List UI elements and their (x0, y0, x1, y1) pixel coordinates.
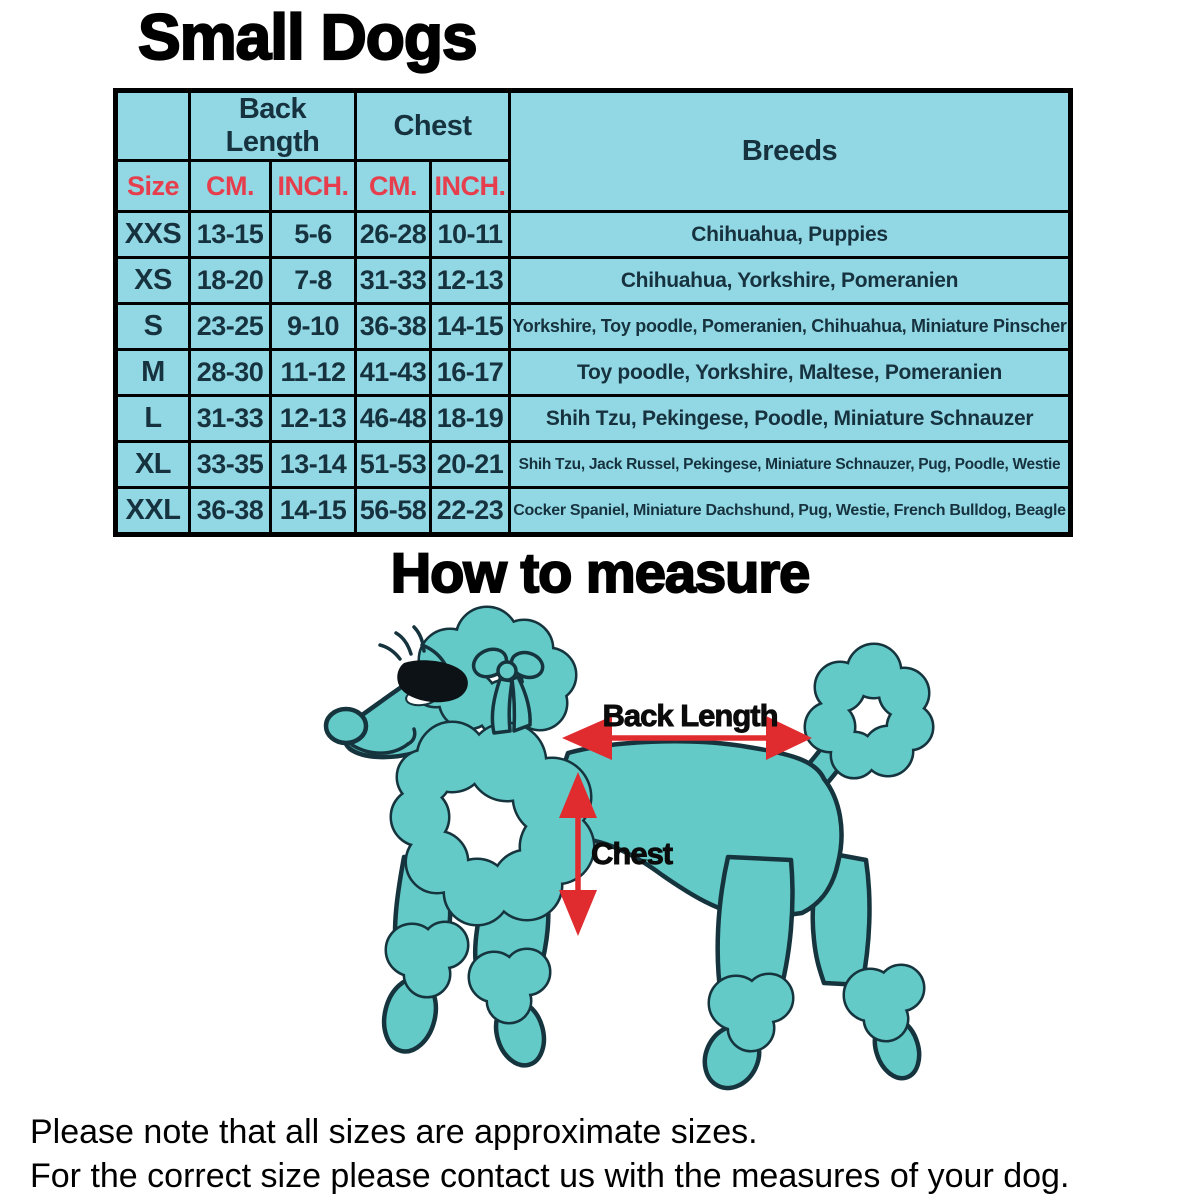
size-table (113, 88, 1073, 537)
size-cell: L (116, 396, 190, 442)
breeds-cell: Shih Tzu, Pekingese, Poodle, Miniature Schnauzer (510, 396, 1071, 442)
chest-inch-cell: 14-15 (431, 304, 510, 350)
breeds-cell: Yorkshire, Toy poodle, Pomeranien, Chihuahua, Miniature Pinscher (510, 304, 1071, 350)
back-cm-cell: 23-25 (190, 304, 271, 350)
back-inch-cell: 14-15 (271, 488, 356, 535)
footer-line-1: Please note that all sizes are approximate sizes. (30, 1113, 758, 1151)
back-inch-cell: 11-12 (271, 350, 356, 396)
size-cell: M (116, 350, 190, 396)
chest-cm-cell: 56-58 (356, 488, 431, 535)
footer-note (30, 1110, 1200, 1198)
back-cm-cell: 31-33 (190, 396, 271, 442)
size-cell: S (116, 304, 190, 350)
back-cm-cell: 13-15 (190, 212, 271, 258)
footer-line-2: For the correct size please contact us with the measures of your dog. (30, 1157, 1070, 1195)
chest-inch-cell: 18-19 (431, 396, 510, 442)
back-inch-cell: 7-8 (271, 258, 356, 304)
table-row (116, 304, 1071, 350)
chest-inch-cell: 10-11 (431, 212, 510, 258)
chest-label: Chest (591, 836, 673, 871)
chest-inch-header: INCH. (431, 161, 510, 212)
breeds-cell: Chihuahua, Yorkshire, Pomeranien (510, 258, 1071, 304)
chest-group-header: Chest (356, 91, 510, 161)
chest-cm-cell: 46-48 (356, 396, 431, 442)
size-cell: XS (116, 258, 190, 304)
table-row (116, 212, 1071, 258)
chest-cm-cell: 51-53 (356, 442, 431, 488)
table-row (116, 442, 1071, 488)
poodle-eyelashes (380, 627, 424, 659)
back-inch-cell: 9-10 (271, 304, 356, 350)
chest-inch-cell: 22-23 (431, 488, 510, 535)
breeds-cell: Cocker Spaniel, Miniature Dachshund, Pug, Westie, French Bulldog, Beagle (510, 488, 1071, 535)
size-cell: XXL (116, 488, 190, 535)
poodle-body (558, 741, 842, 919)
chest-cm-cell: 31-33 (356, 258, 431, 304)
chest-cm-cell: 41-43 (356, 350, 431, 396)
page-title: Small Dogs (138, 1, 477, 73)
back-cm-cell: 28-30 (190, 350, 271, 396)
breeds-header: Breeds (510, 91, 1071, 212)
back-cm-cell: 36-38 (190, 488, 271, 535)
back-inch-cell: 5-6 (271, 212, 356, 258)
table-row (116, 258, 1071, 304)
back-cm-header: CM. (190, 161, 271, 212)
table-row (116, 488, 1071, 535)
size-cell: XXS (116, 212, 190, 258)
chest-inch-cell: 16-17 (431, 350, 510, 396)
corner-cell (116, 91, 190, 161)
back-inch-header: INCH. (271, 161, 356, 212)
back-inch-cell: 13-14 (271, 442, 356, 488)
chest-cm-cell: 36-38 (356, 304, 431, 350)
chest-cm-cell: 26-28 (356, 212, 431, 258)
table-row (116, 350, 1071, 396)
size-cell: XL (116, 442, 190, 488)
breeds-cell: Chihuahua, Puppies (510, 212, 1071, 258)
how-to-measure-diagram (300, 605, 960, 1105)
chest-cm-header: CM. (356, 161, 431, 212)
back-length-label: Back Length (602, 698, 778, 733)
back-inch-cell: 12-13 (271, 396, 356, 442)
section-title: How to measure (390, 541, 810, 604)
breeds-cell: Toy poodle, Yorkshire, Maltese, Pomeranien (510, 350, 1071, 396)
back-cm-cell: 18-20 (190, 258, 271, 304)
size-header: Size (116, 161, 190, 212)
table-row (116, 396, 1071, 442)
back-cm-cell: 33-35 (190, 442, 271, 488)
poodle-nose (326, 709, 366, 743)
back-length-group-header: Back Length (190, 91, 356, 161)
breeds-cell: Shih Tzu, Jack Russel, Pekingese, Miniature Schnauzer, Pug, Poodle, Westie (510, 442, 1071, 488)
chest-inch-cell: 12-13 (431, 258, 510, 304)
chest-inch-cell: 20-21 (431, 442, 510, 488)
